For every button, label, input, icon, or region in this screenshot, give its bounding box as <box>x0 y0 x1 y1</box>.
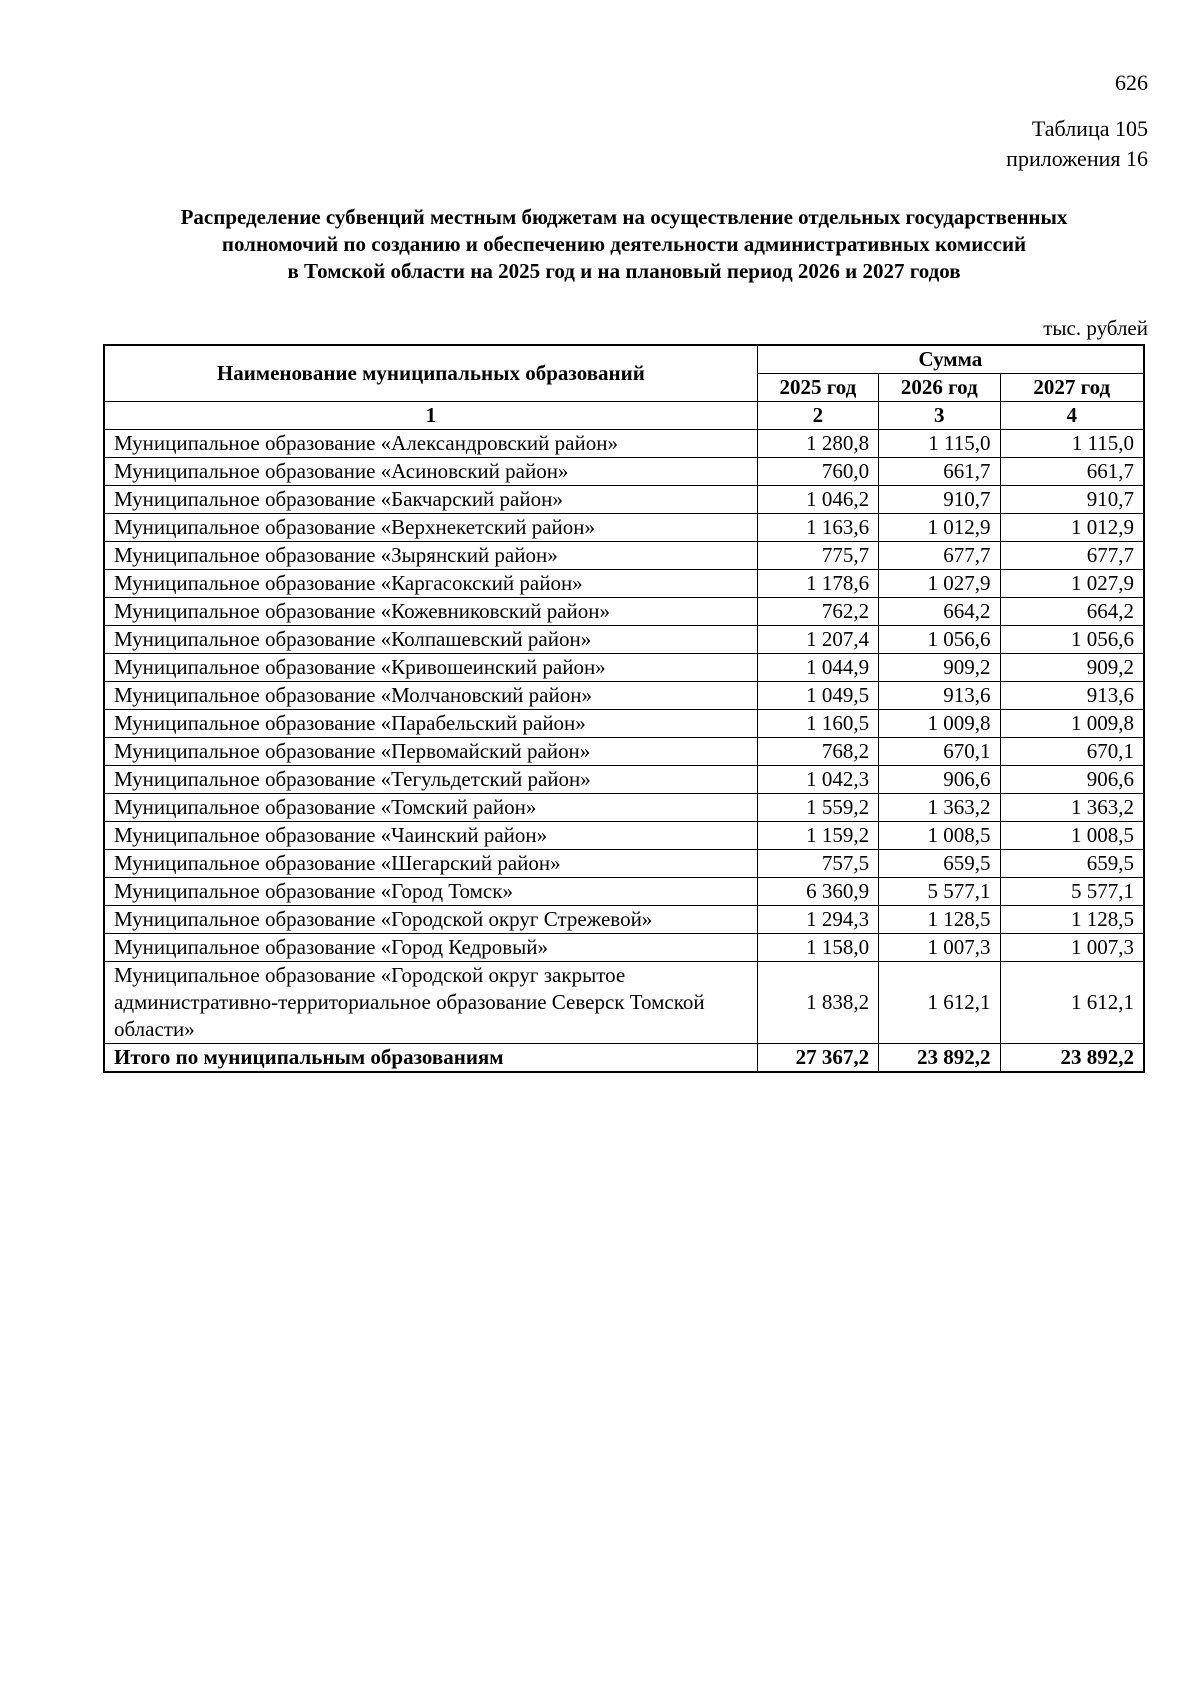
value-2027: 1 007,3 <box>1000 934 1144 962</box>
col-name-header: Наименование муниципальных образований <box>104 345 757 402</box>
subvention-table <box>103 344 1145 1073</box>
column-number: 1 <box>104 402 757 430</box>
value-2025: 1 158,0 <box>757 934 878 962</box>
table-row <box>104 962 1144 1044</box>
value-2026: 1 012,9 <box>879 514 1000 542</box>
value-2026: 23 892,2 <box>879 1044 1000 1073</box>
column-number: 2 <box>757 402 878 430</box>
municipality-name: Муниципальное образование «Город Томск» <box>104 878 757 906</box>
municipality-name: Муниципальное образование «Город Кедровый» <box>104 934 757 962</box>
value-2026: 677,7 <box>879 542 1000 570</box>
value-2027: 1 363,2 <box>1000 794 1144 822</box>
value-2025: 768,2 <box>757 738 878 766</box>
title-line: Распределение субвенций местным бюджетам на осуществление отдельных государственных <box>180 205 1068 229</box>
value-2025: 1 559,2 <box>757 794 878 822</box>
table-row <box>104 738 1144 766</box>
value-2026: 659,5 <box>879 850 1000 878</box>
value-2027: 659,5 <box>1000 850 1144 878</box>
municipality-name: Итого по муниципальным образованиям <box>104 1044 757 1073</box>
value-2026: 906,6 <box>879 766 1000 794</box>
value-2027: 670,1 <box>1000 738 1144 766</box>
municipality-name: Муниципальное образование «Кривошеинский район» <box>104 654 757 682</box>
municipality-name: Муниципальное образование «Каргасокский район» <box>104 570 757 598</box>
value-2025: 757,5 <box>757 850 878 878</box>
value-2027: 677,7 <box>1000 542 1144 570</box>
table-reference <box>1006 114 1148 174</box>
value-2027: 1 009,8 <box>1000 710 1144 738</box>
municipality-name: Муниципальное образование «Кожевниковский район» <box>104 598 757 626</box>
value-2025: 1 042,3 <box>757 766 878 794</box>
table-row <box>104 514 1144 542</box>
municipality-name: Муниципальное образование «Чаинский район» <box>104 822 757 850</box>
page-number: 626 <box>1115 70 1148 95</box>
year-header: 2026 год <box>879 374 1000 402</box>
value-2026: 1 363,2 <box>879 794 1000 822</box>
value-2025: 1 207,4 <box>757 626 878 654</box>
value-2025: 1 280,8 <box>757 430 878 458</box>
column-number-row <box>104 402 1144 430</box>
municipality-name: Муниципальное образование «Александровский район» <box>104 430 757 458</box>
year-header: 2025 год <box>757 374 878 402</box>
table-row <box>104 430 1144 458</box>
table-row <box>104 542 1144 570</box>
sum-header: Сумма <box>757 345 1144 374</box>
value-2026: 664,2 <box>879 598 1000 626</box>
value-2027: 23 892,2 <box>1000 1044 1144 1073</box>
table-row <box>104 626 1144 654</box>
table-row <box>104 850 1144 878</box>
table-row <box>104 598 1144 626</box>
title-line: полномочий по созданию и обеспечению деятельности административных комиссий <box>221 232 1027 256</box>
table-row <box>104 654 1144 682</box>
table-label: Таблица 105 <box>1031 116 1148 141</box>
value-2025: 775,7 <box>757 542 878 570</box>
value-2025: 1 159,2 <box>757 822 878 850</box>
value-2027: 1 027,9 <box>1000 570 1144 598</box>
value-2027: 1 012,9 <box>1000 514 1144 542</box>
column-number: 4 <box>1000 402 1144 430</box>
table-row <box>104 682 1144 710</box>
value-2025: 762,2 <box>757 598 878 626</box>
municipality-name: Муниципальное образование «Городской округ Стрежевой» <box>104 906 757 934</box>
value-2026: 1 612,1 <box>879 962 1000 1044</box>
municipality-name: Муниципальное образование «Тегульдетский район» <box>104 766 757 794</box>
value-2025: 1 178,6 <box>757 570 878 598</box>
table-row <box>104 906 1144 934</box>
table-row <box>104 570 1144 598</box>
document-title <box>104 204 1144 285</box>
table-row <box>104 458 1144 486</box>
value-2026: 913,6 <box>879 682 1000 710</box>
value-2026: 661,7 <box>879 458 1000 486</box>
value-2026: 1 056,6 <box>879 626 1000 654</box>
value-2026: 1 115,0 <box>879 430 1000 458</box>
value-2027: 909,2 <box>1000 654 1144 682</box>
value-2025: 27 367,2 <box>757 1044 878 1073</box>
value-2026: 1 009,8 <box>879 710 1000 738</box>
value-2025: 1 049,5 <box>757 682 878 710</box>
value-2025: 1 046,2 <box>757 486 878 514</box>
value-2025: 1 163,6 <box>757 514 878 542</box>
municipality-name: Муниципальное образование «Бакчарский район» <box>104 486 757 514</box>
unit-label: тыс. рублей <box>1043 316 1148 340</box>
value-2027: 910,7 <box>1000 486 1144 514</box>
value-2026: 1 027,9 <box>879 570 1000 598</box>
value-2027: 1 008,5 <box>1000 822 1144 850</box>
value-2027: 1 612,1 <box>1000 962 1144 1044</box>
header-row <box>104 345 1144 374</box>
municipality-name: Муниципальное образование «Зырянский район» <box>104 542 757 570</box>
appendix-label: приложения 16 <box>1006 146 1148 171</box>
value-2027: 5 577,1 <box>1000 878 1144 906</box>
value-2027: 661,7 <box>1000 458 1144 486</box>
municipality-name: Муниципальное образование «Городской округ закрытое административно-территориальное образование Северск Томской области» <box>104 962 757 1044</box>
table-row <box>104 710 1144 738</box>
table-row <box>104 822 1144 850</box>
value-2027: 1 115,0 <box>1000 430 1144 458</box>
municipality-name: Муниципальное образование «Молчановский район» <box>104 682 757 710</box>
municipality-name: Муниципальное образование «Парабельский район» <box>104 710 757 738</box>
table-row <box>104 766 1144 794</box>
table-row <box>104 934 1144 962</box>
table-row <box>104 794 1144 822</box>
total-row <box>104 1044 1144 1073</box>
value-2027: 1 128,5 <box>1000 906 1144 934</box>
value-2027: 664,2 <box>1000 598 1144 626</box>
municipality-name: Муниципальное образование «Первомайский район» <box>104 738 757 766</box>
value-2025: 1 160,5 <box>757 710 878 738</box>
value-2025: 1 044,9 <box>757 654 878 682</box>
value-2027: 906,6 <box>1000 766 1144 794</box>
column-number: 3 <box>879 402 1000 430</box>
value-2026: 909,2 <box>879 654 1000 682</box>
municipality-name: Муниципальное образование «Шегарский район» <box>104 850 757 878</box>
municipality-name: Муниципальное образование «Колпашевский район» <box>104 626 757 654</box>
value-2027: 913,6 <box>1000 682 1144 710</box>
value-2026: 670,1 <box>879 738 1000 766</box>
value-2026: 1 128,5 <box>879 906 1000 934</box>
value-2025: 760,0 <box>757 458 878 486</box>
year-header: 2027 год <box>1000 374 1144 402</box>
value-2027: 1 056,6 <box>1000 626 1144 654</box>
value-2026: 1 008,5 <box>879 822 1000 850</box>
table-row <box>104 878 1144 906</box>
title-line: в Томской области на 2025 год и на плановый период 2026 и 2027 годов <box>287 259 961 283</box>
table-row <box>104 486 1144 514</box>
municipality-name: Муниципальное образование «Томский район» <box>104 794 757 822</box>
value-2025: 1 838,2 <box>757 962 878 1044</box>
value-2026: 910,7 <box>879 486 1000 514</box>
municipality-name: Муниципальное образование «Верхнекетский район» <box>104 514 757 542</box>
value-2025: 6 360,9 <box>757 878 878 906</box>
value-2025: 1 294,3 <box>757 906 878 934</box>
value-2026: 5 577,1 <box>879 878 1000 906</box>
municipality-name: Муниципальное образование «Асиновский район» <box>104 458 757 486</box>
value-2026: 1 007,3 <box>879 934 1000 962</box>
